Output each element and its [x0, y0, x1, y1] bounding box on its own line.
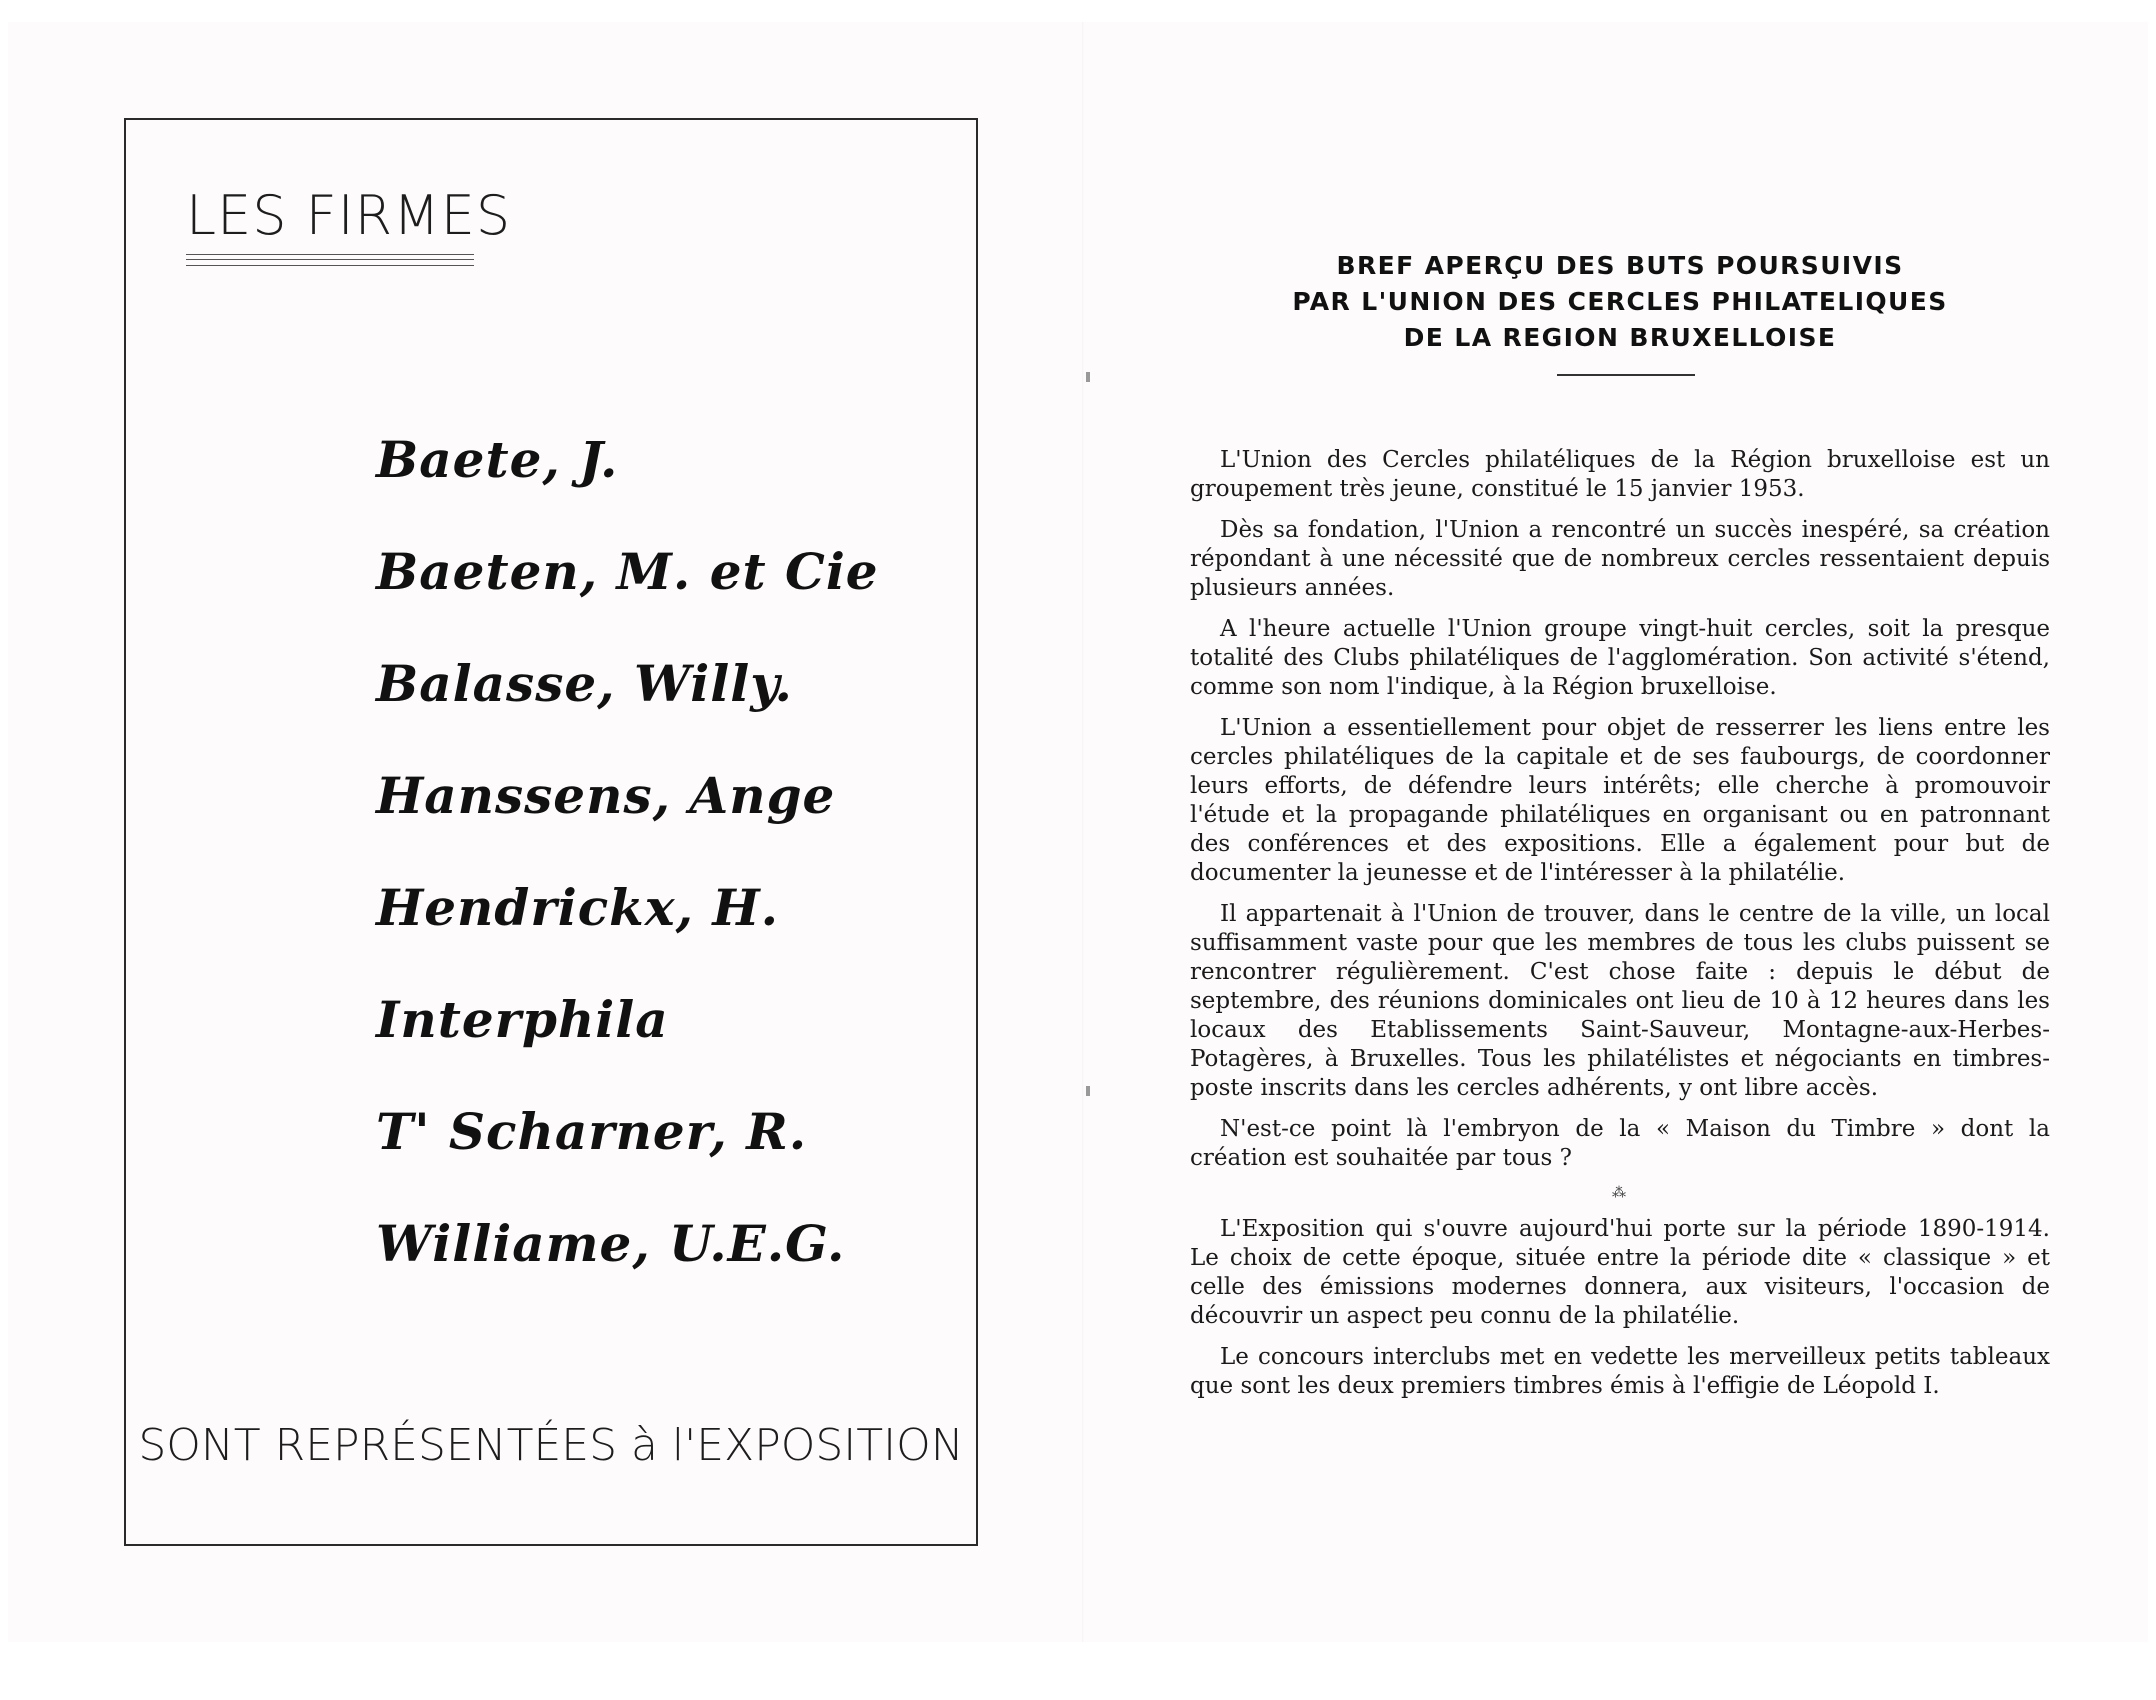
heading-rule	[1557, 374, 1695, 376]
article-heading	[1190, 248, 2050, 356]
fold-mark	[1086, 372, 1090, 382]
firm-item: Balasse, Willy.	[376, 654, 793, 713]
firm-item: Baete, J.	[376, 430, 619, 489]
title-underline	[186, 254, 474, 266]
paragraph: N'est-ce point là l'embryon de la « Maison du Timbre » dont la création est souhaitée par tous ?	[1190, 1116, 2050, 1171]
firm-list	[376, 404, 879, 1300]
paragraph: A l'heure actuelle l'Union groupe vingt-huit cercles, soit la presque totalité des Clubs philatéliques de l'agglomération. Son activité s'étend, comme son nom l'indique, à la Région bruxelloise.	[1190, 616, 2050, 700]
firm-item: Hanssens, Ange	[376, 766, 836, 825]
paragraph: L'Exposition qui s'ouvre aujourd'hui porte sur la période 1890-1914. Le choix de cette époque, située entre la période dite « classique » et celle des émissions modernes donnera, aux visiteurs, l'occasion de découvrir un aspect peu connu de la philatélie.	[1190, 1216, 2050, 1329]
firm-item: Interphila	[376, 990, 669, 1049]
heading-line: BREF APERÇU DES BUTS POURSUIVIS	[1336, 251, 1904, 280]
page-fold	[1082, 22, 1084, 1642]
right-page	[1190, 0, 2050, 1700]
heading-line: DE LA REGION BRUXELLOISE	[1403, 323, 1837, 352]
heading-line: PAR L'UNION DES CERCLES PHILATELIQUES	[1292, 287, 1948, 316]
firm-item: Baeten, M. et Cie	[376, 542, 879, 601]
paragraph: Dès sa fondation, l'Union a rencontré un succès inespéré, sa création répondant à une nécessité que de nombreux cercles ressentaient depuis plusieurs années.	[1190, 517, 2050, 601]
paragraph: Le concours interclubs met en vedette les merveilleux petits tableaux que sont les deux premiers timbres émis à l'effigie de Léopold I.	[1190, 1344, 2050, 1399]
firms-footer: SONT REPRÉSENTÉES à l'EXPOSITION	[138, 1420, 964, 1471]
paragraph: L'Union des Cercles philatéliques de la Région bruxelloise est un groupement très jeune, constitué le 15 janvier 1953.	[1190, 447, 2050, 502]
firms-title: LES FIRMES	[186, 184, 512, 247]
article-body	[1190, 446, 2050, 1413]
firm-item: T' Scharner, R.	[376, 1102, 808, 1161]
firm-item: Williame, U.E.G.	[376, 1214, 846, 1273]
asterism-separator: ⁂	[1612, 1185, 1628, 1201]
paragraph: Il appartenait à l'Union de trouver, dans le centre de la ville, un local suffisamment vaste pour que les membres de tous les clubs puissent se rencontrer régulièrement. C'est chose faite : depuis le début de septembre, des réunions dominicales ont lieu de 10 à 12 heures dans les locaux des Etablissements Saint-Sauveur, Montagne-aux-Herbes-Potagères, à Bruxelles. Tous les philatélistes et négociants en timbres-poste inscrits dans les cercles adhérents, y ont libre accès.	[1190, 901, 2050, 1101]
firm-item: Hendrickx, H.	[376, 878, 780, 937]
firms-frame	[124, 118, 978, 1546]
paragraph: L'Union a essentiellement pour objet de resserrer les liens entre les cercles philatéliques de la capitale et de ses faubourgs, de coordonner leurs efforts, de défendre leurs intérêts; elle cherche à promouvoir l'étude et la propagande philatéliques en organisant ou en patronnant des conférences et des expositions. Elle a également pour but de documenter la jeunesse et de l'intéresser à la philatélie.	[1190, 715, 2050, 886]
fold-mark	[1086, 1086, 1090, 1096]
